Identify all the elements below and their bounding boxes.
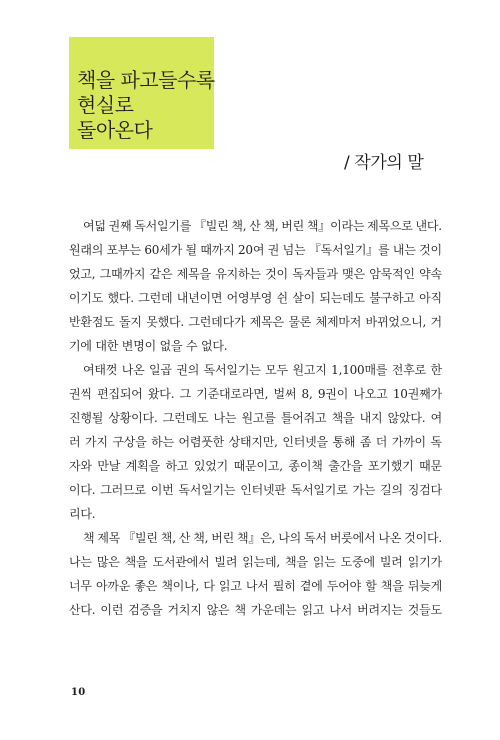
chapter-title-line-2: 현실로 (77, 93, 134, 117)
text-line: 었고, 그때까지 같은 제목을 유지하는 것이 독자들과 맺은 암묵적인 약속 (69, 267, 442, 281)
text-line: 책 제목 『빌린 책, 산 책, 버린 책』은, 나의 독서 버릇에서 나온 것이다. (83, 531, 442, 545)
text-line: 이기도 했다. 그런데 내년이면 어영부영 쉰 살이 되는데도 불구하고 아직 (69, 291, 442, 305)
text-line: 권씩 편집되어 왔다. 그 기준대로라면, 벌써 8, 9권이 나오고 10권째가 (69, 387, 442, 401)
text-line: 이다. 그러므로 이번 독서일기는 인터넷판 독서일기로 가는 길의 징검다 (69, 483, 442, 497)
text-line: 너무 아까운 좋은 책이나, 다 읽고 나서 필히 곁에 두어야 할 책을 뒤늦게 (69, 579, 442, 593)
page-number: 10 (71, 687, 86, 698)
text-line: 러 가지 구상을 하는 어렴풋한 상태지만, 인터넷을 통해 좀 더 가까이 독 (69, 435, 442, 449)
text-line: 자와 만날 계획을 하고 있었기 때문이고, 종이책 출간을 포기했기 때문 (69, 459, 442, 473)
text-line: 리다. (69, 507, 96, 521)
chapter-title-line-1: 책을 파고들수록 (77, 68, 215, 92)
text-line: 여덟 권째 독서일기를 『빌린 책, 산 책, 버린 책』이라는 제목으로 낸다. (83, 219, 442, 233)
text-line: 반환점도 돌지 못했다. 그런데다가 제목은 물론 체제마저 바뀌었으니, 거 (69, 315, 442, 329)
chapter-title-line-3: 돌아온다 (77, 118, 153, 142)
text-line: 여태껏 나온 일곱 권의 독서일기는 모두 원고지 1,100매를 전후로 한 (83, 363, 442, 377)
text-line: 원래의 포부는 60세가 될 때까지 20여 권 넘는 『독서일기』를 내는 것이 (69, 243, 442, 257)
body-text (69, 214, 442, 622)
text-line: 산다. 이런 검증을 거치지 않은 책 가운데는 읽고 나서 버려지는 것들도 (69, 603, 442, 617)
text-line: 나는 많은 책을 도서관에서 빌려 읽는데, 책을 읽는 도중에 빌려 읽기가 (69, 555, 442, 569)
author-note-heading: / 작가의 말 (344, 153, 424, 173)
text-line: 진행될 상황이다. 그런데도 나는 원고를 틀어쥐고 책을 내지 않았다. 여 (69, 411, 442, 425)
text-line: 기에 대한 변명이 없을 수 없다. (69, 339, 228, 353)
